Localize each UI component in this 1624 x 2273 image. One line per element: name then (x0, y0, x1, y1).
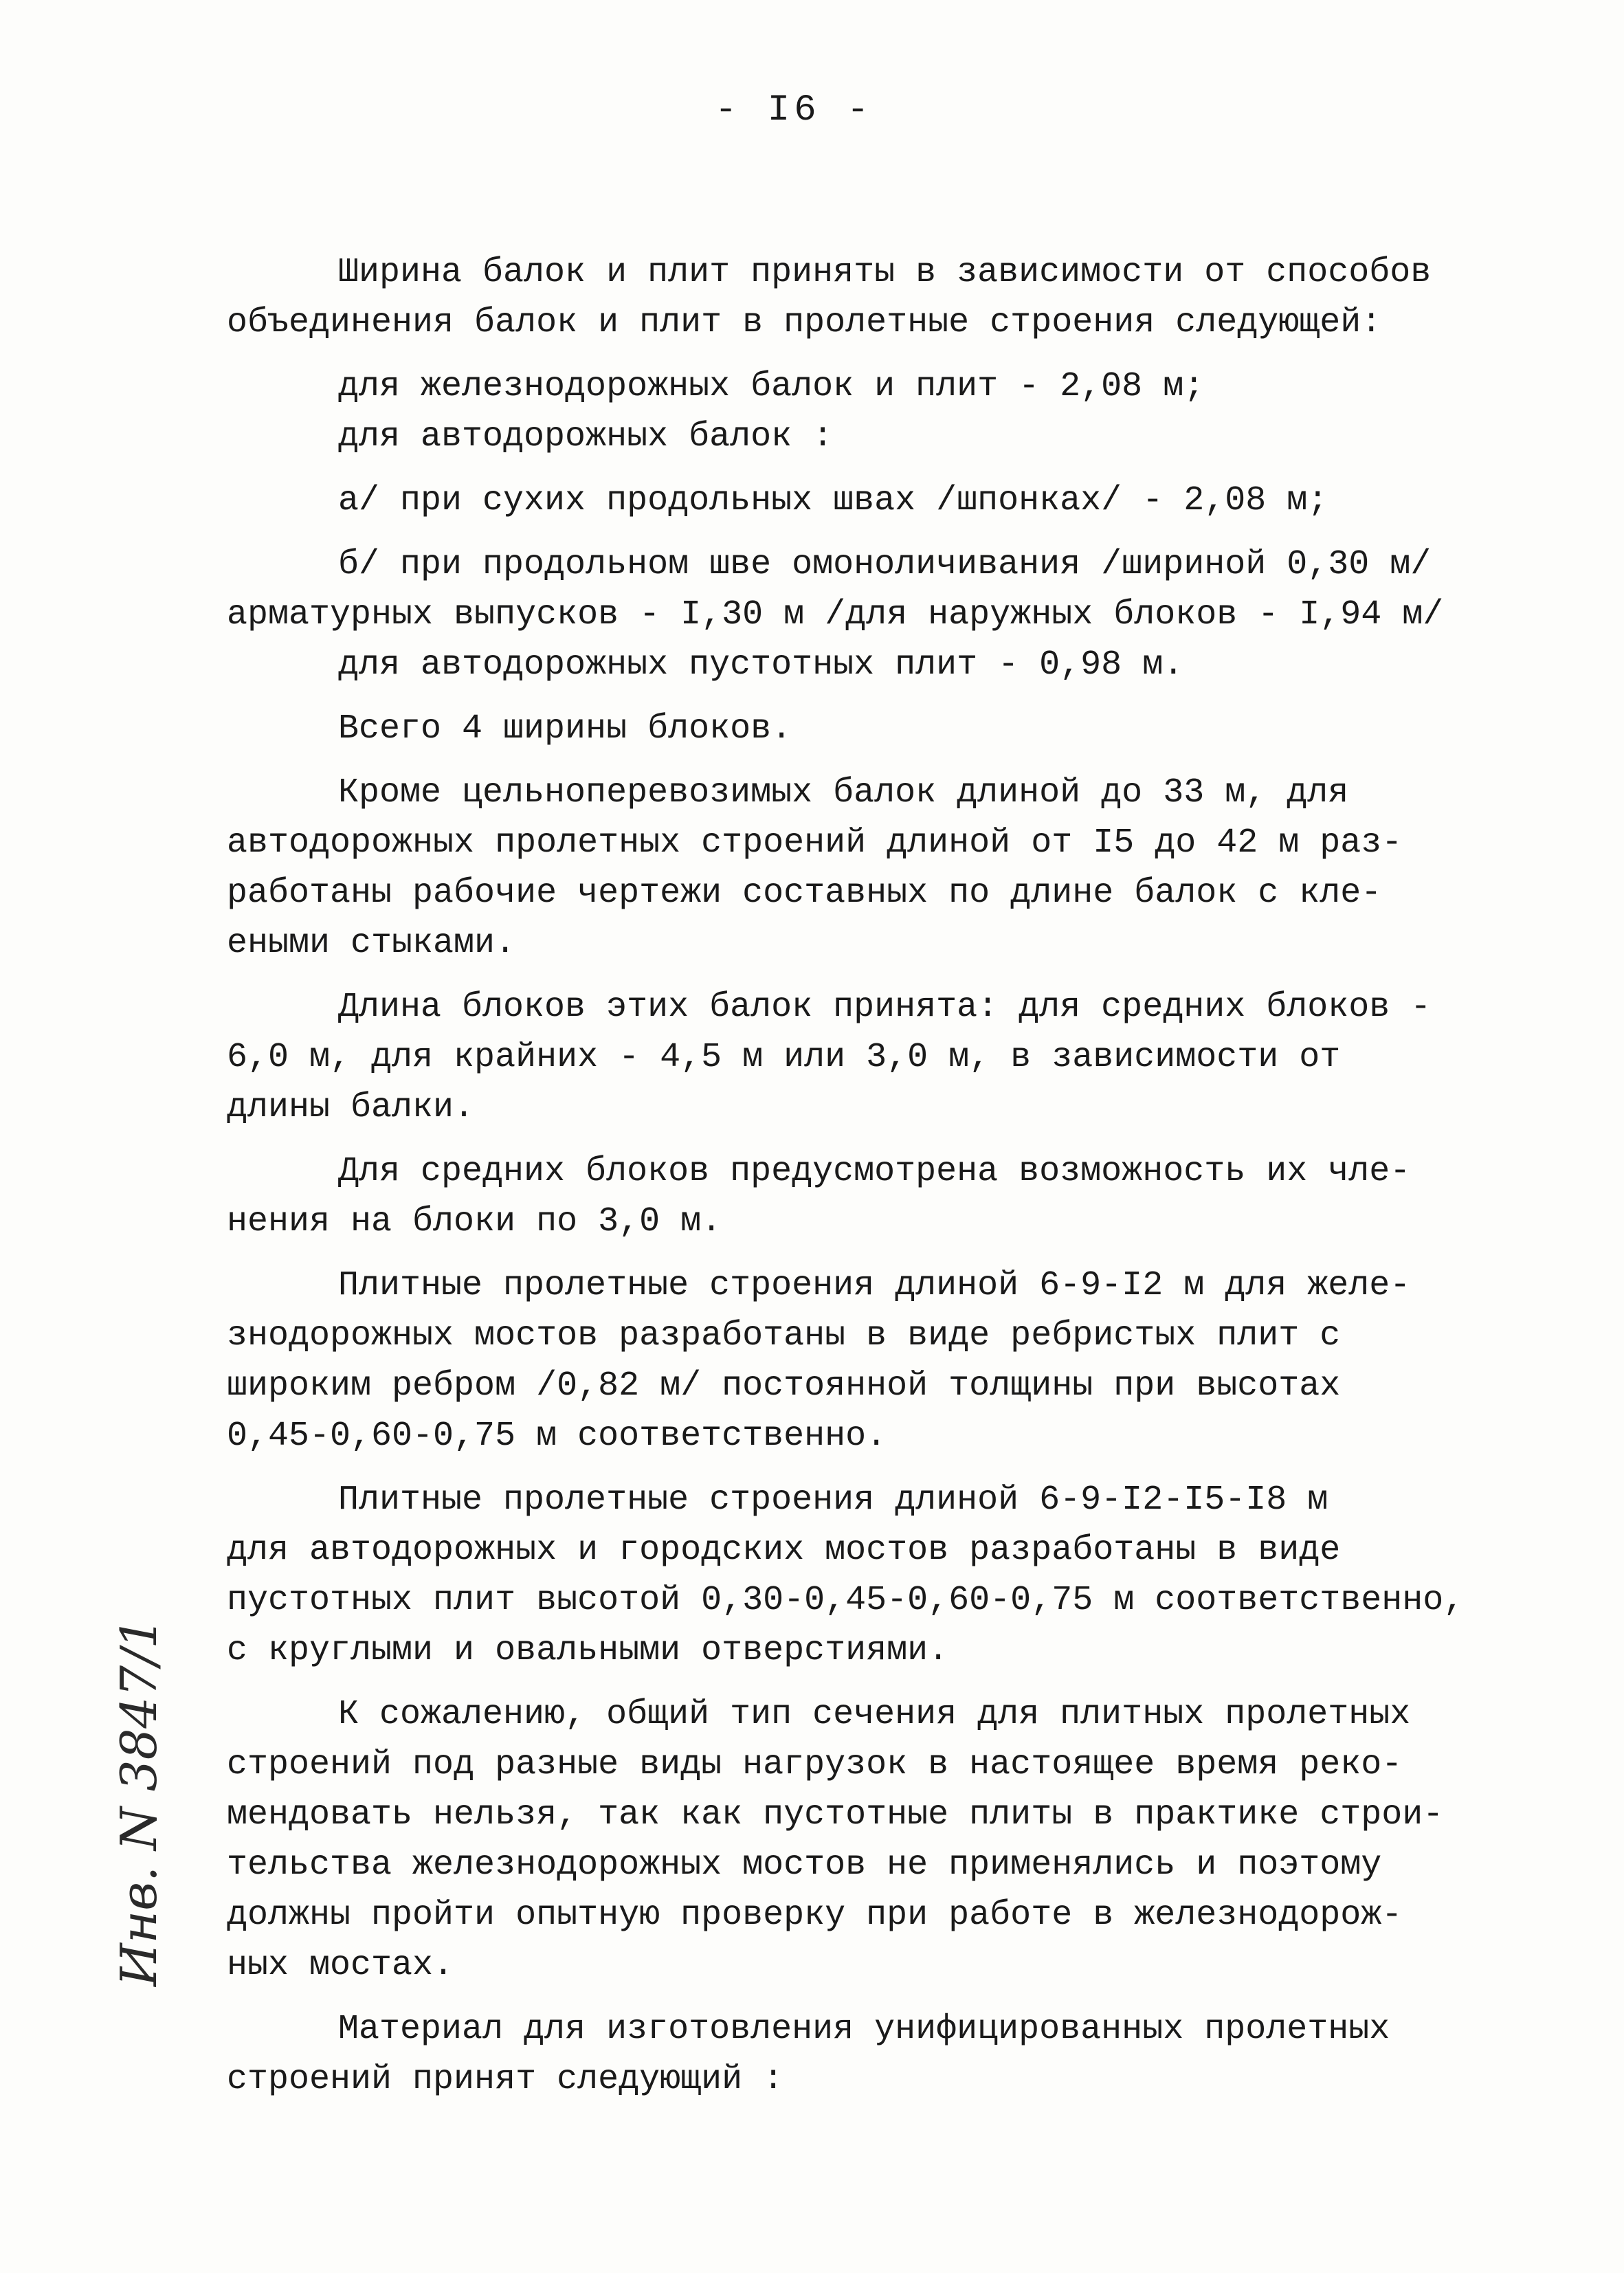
text-line: широким ребром /0,82 м/ постоянной толщины при высотах (227, 1366, 1341, 1406)
text-line: автодорожных пролетных строений длиной от I5 до 42 м раз- (227, 823, 1403, 863)
text-line: Длина блоков этих балок принята: для средних блоков - (338, 988, 1432, 1027)
text-line: б/ при продольном шве омоноличивания /шириной 0,30 м/ (338, 545, 1432, 584)
text-line: мендовать нельзя, так как пустотные плиты в практике строи- (227, 1795, 1444, 1834)
text-line: Плитные пролетные строения длиной 6-9-I2 м для желе- (338, 1266, 1411, 1305)
text-line: знодорожных мостов разработаны в виде ребристых плит с (227, 1316, 1341, 1355)
text-line: Плитные пролетные строения длиной 6-9-I2-I5-I8 м (338, 1481, 1328, 1520)
text-line: объединения балок и плит в пролетные строения следующей: (227, 303, 1382, 342)
text-line: для железнодорожных балок и плит - 2,08 м; (338, 367, 1205, 406)
text-line: с круглыми и овальными отверстиями. (227, 1631, 949, 1670)
text-line: К сожалению, общий тип сечения для плитных пролетных (338, 1695, 1411, 1734)
text-line: Кроме цельноперевозимых балок длиной до 33 м, для (338, 773, 1349, 812)
inventory-number-stamp: Инв. N 3847/1 (110, 1617, 168, 1986)
page-number: - I6 - (715, 89, 874, 131)
text-line: 0,45-0,60-0,75 м соответственно. (227, 1417, 887, 1456)
text-line: ных мостах. (227, 1946, 454, 1985)
text-line: для автодорожных и городских мостов разработаны в виде (227, 1531, 1341, 1570)
text-line: еными стыками. (227, 924, 516, 963)
text-line: пустотных плит высотой 0,30-0,45-0,60-0,75 м соответственно, (227, 1581, 1465, 1620)
text-line: тельства железнодорожных мостов не применялись и поэтому (227, 1845, 1382, 1885)
text-line: строений принят следующий : (227, 2060, 784, 2099)
text-line: работаны рабочие чертежи составных по длине балок с кле- (227, 874, 1382, 913)
text-line: Всего 4 ширины блоков. (338, 709, 792, 749)
text-line: должны пройти опытную проверку при работе в железнодорож- (227, 1896, 1403, 1935)
text-line: а/ при сухих продольных швах /шпонках/ - 2,08 м; (338, 481, 1328, 520)
text-line: арматурных выпусков - I,30 м /для наружных блоков - I,94 м/ (227, 595, 1444, 634)
text-line: 6,0 м, для крайних - 4,5 м или 3,0 м, в зависимости от (227, 1038, 1341, 1077)
body-text (227, 247, 1505, 2105)
text-line: длины балки. (227, 1088, 475, 1127)
text-line: для автодорожных балок : (338, 417, 834, 456)
text-line: Для средних блоков предусмотрена возможность их чле- (338, 1152, 1411, 1191)
text-line: нения на блоки по 3,0 м. (227, 1202, 722, 1241)
text-line: Ширина балок и плит приняты в зависимости от способов (338, 253, 1432, 292)
text-line: строений под разные виды нагрузок в настоящее время реко- (227, 1745, 1403, 1784)
text-line: Материал для изготовления унифицированных пролетных (338, 2010, 1390, 2049)
text-line: для автодорожных пустотных плит - 0,98 м. (338, 645, 1184, 685)
